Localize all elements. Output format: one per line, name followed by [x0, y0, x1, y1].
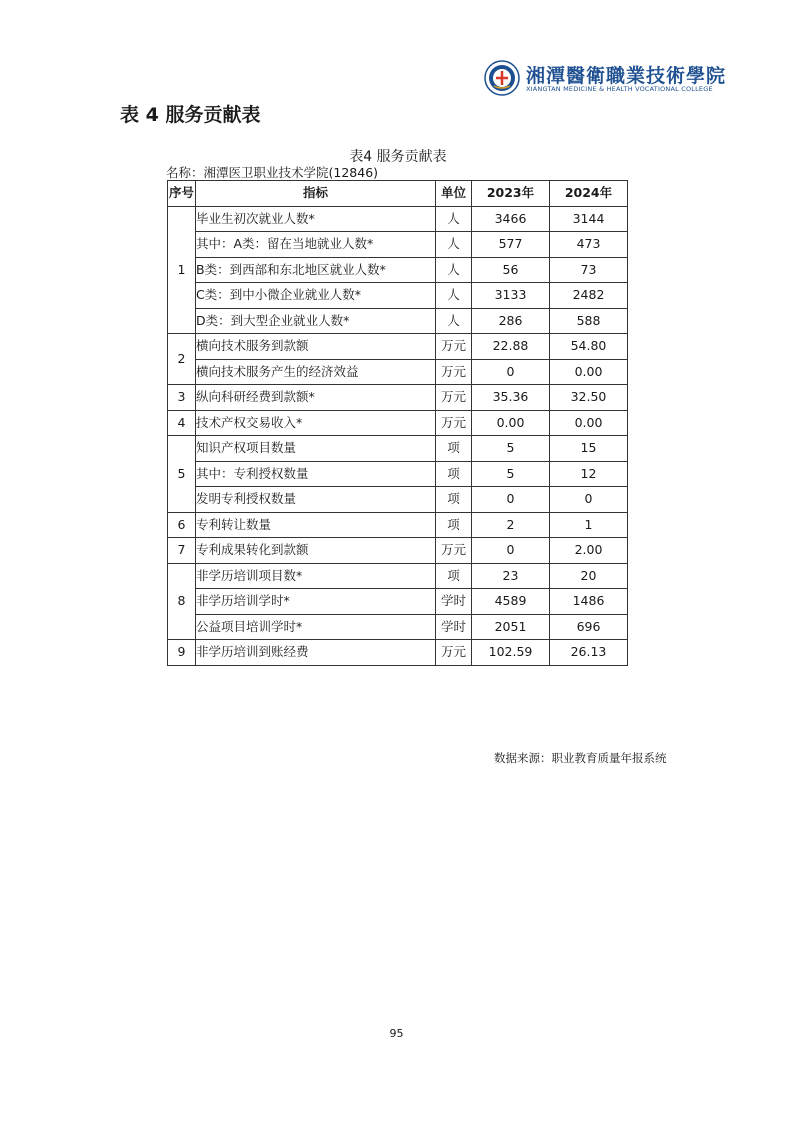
indicator-cell: 专利转让数量 — [196, 512, 436, 538]
value-2023-cell: 35.36 — [472, 385, 550, 411]
table-row — [168, 436, 628, 462]
value-2023-cell: 3133 — [472, 283, 550, 309]
organization-name: 名称：湘潭医卫职业技术学院(12846) — [166, 165, 379, 180]
logo-name-en: XIANGTAN MEDICINE & HEALTH VOCATIONAL COLLEGE — [526, 85, 713, 93]
value-2023-cell: 0.00 — [472, 410, 550, 436]
value-2023-cell: 102.59 — [472, 640, 550, 666]
value-2024-cell: 0.00 — [550, 359, 628, 385]
value-2023-cell: 577 — [472, 232, 550, 258]
unit-cell: 万元 — [436, 334, 472, 360]
table-row — [168, 257, 628, 283]
row-number: 6 — [168, 512, 196, 538]
table-row — [168, 512, 628, 538]
row-number: 5 — [168, 436, 196, 513]
table-row — [168, 283, 628, 309]
value-2023-cell: 0 — [472, 487, 550, 513]
value-2023-cell: 2051 — [472, 614, 550, 640]
row-number: 1 — [168, 206, 196, 334]
unit-cell: 项 — [436, 512, 472, 538]
unit-cell: 万元 — [436, 385, 472, 411]
value-2023-cell: 4589 — [472, 589, 550, 615]
value-2023-cell: 56 — [472, 257, 550, 283]
header-2023: 2023年 — [472, 181, 550, 207]
value-2024-cell: 696 — [550, 614, 628, 640]
value-2024-cell: 73 — [550, 257, 628, 283]
value-2024-cell: 32.50 — [550, 385, 628, 411]
unit-cell: 人 — [436, 283, 472, 309]
header-2024: 2024年 — [550, 181, 628, 207]
college-emblem-icon — [484, 60, 520, 96]
indicator-cell: 专利成果转化到款额 — [196, 538, 436, 564]
table-row — [168, 232, 628, 258]
table-row — [168, 538, 628, 564]
unit-cell: 万元 — [436, 410, 472, 436]
indicator-cell: 非学历培训学时* — [196, 589, 436, 615]
section-heading: 表 4 服务贡献表 — [120, 104, 261, 126]
header-indicator: 指标 — [196, 181, 436, 207]
unit-cell: 人 — [436, 232, 472, 258]
table-row — [168, 334, 628, 360]
indicator-cell: 知识产权项目数量 — [196, 436, 436, 462]
unit-cell: 万元 — [436, 640, 472, 666]
table-row — [168, 308, 628, 334]
service-contribution-table — [167, 180, 628, 666]
unit-cell: 学时 — [436, 614, 472, 640]
unit-cell: 项 — [436, 563, 472, 589]
header-no: 序号 — [168, 181, 196, 207]
unit-cell: 人 — [436, 308, 472, 334]
indicator-cell: C类：到中小微企业就业人数* — [196, 283, 436, 309]
value-2024-cell: 2482 — [550, 283, 628, 309]
value-2024-cell: 2.00 — [550, 538, 628, 564]
table-row — [168, 385, 628, 411]
indicator-cell: 其中：专利授权数量 — [196, 461, 436, 487]
value-2024-cell: 473 — [550, 232, 628, 258]
table-row — [168, 410, 628, 436]
table-row — [168, 563, 628, 589]
unit-cell: 学时 — [436, 589, 472, 615]
value-2024-cell: 0.00 — [550, 410, 628, 436]
indicator-cell: B类：到西部和东北地区就业人数* — [196, 257, 436, 283]
row-number: 3 — [168, 385, 196, 411]
value-2024-cell: 1 — [550, 512, 628, 538]
page-number: 95 — [389, 1027, 404, 1040]
data-source-note: 数据来源：职业教育质量年报系统 — [494, 751, 667, 765]
value-2023-cell: 286 — [472, 308, 550, 334]
value-2023-cell: 3466 — [472, 206, 550, 232]
unit-cell: 人 — [436, 257, 472, 283]
table-row — [168, 614, 628, 640]
table-header-row — [168, 181, 628, 207]
unit-cell: 人 — [436, 206, 472, 232]
indicator-cell: 非学历培训到账经费 — [196, 640, 436, 666]
table-row — [168, 359, 628, 385]
value-2023-cell: 2 — [472, 512, 550, 538]
value-2023-cell: 23 — [472, 563, 550, 589]
value-2024-cell: 20 — [550, 563, 628, 589]
table-row — [168, 461, 628, 487]
indicator-cell: 非学历培训项目数* — [196, 563, 436, 589]
logo-name-cn: 湘潭醫衛職業技術學院 — [526, 65, 727, 87]
unit-cell: 项 — [436, 461, 472, 487]
value-2024-cell: 1486 — [550, 589, 628, 615]
value-2024-cell: 15 — [550, 436, 628, 462]
value-2024-cell: 12 — [550, 461, 628, 487]
indicator-cell: 技术产权交易收入* — [196, 410, 436, 436]
indicator-cell: 发明专利授权数量 — [196, 487, 436, 513]
table-row — [168, 589, 628, 615]
table-row — [168, 206, 628, 232]
indicator-cell: 公益项目培训学时* — [196, 614, 436, 640]
value-2023-cell: 5 — [472, 461, 550, 487]
unit-cell: 项 — [436, 487, 472, 513]
indicator-cell: 纵向科研经费到款额* — [196, 385, 436, 411]
college-logo — [484, 58, 727, 98]
indicator-cell: 其中：A类：留在当地就业人数* — [196, 232, 436, 258]
value-2023-cell: 22.88 — [472, 334, 550, 360]
row-number: 2 — [168, 334, 196, 385]
value-2024-cell: 26.13 — [550, 640, 628, 666]
table-row — [168, 487, 628, 513]
value-2023-cell: 5 — [472, 436, 550, 462]
indicator-cell: 横向技术服务到款额 — [196, 334, 436, 360]
indicator-cell: 毕业生初次就业人数* — [196, 206, 436, 232]
unit-cell: 万元 — [436, 359, 472, 385]
header-unit: 单位 — [436, 181, 472, 207]
row-number: 4 — [168, 410, 196, 436]
indicator-cell: 横向技术服务产生的经济效益 — [196, 359, 436, 385]
table-row — [168, 640, 628, 666]
row-number: 8 — [168, 563, 196, 640]
table-title: 表4 服务贡献表 — [349, 149, 447, 165]
value-2024-cell: 0 — [550, 487, 628, 513]
row-number: 7 — [168, 538, 196, 564]
value-2024-cell: 3144 — [550, 206, 628, 232]
value-2024-cell: 54.80 — [550, 334, 628, 360]
value-2023-cell: 0 — [472, 538, 550, 564]
indicator-cell: D类：到大型企业就业人数* — [196, 308, 436, 334]
unit-cell: 项 — [436, 436, 472, 462]
row-number: 9 — [168, 640, 196, 666]
value-2023-cell: 0 — [472, 359, 550, 385]
unit-cell: 万元 — [436, 538, 472, 564]
value-2024-cell: 588 — [550, 308, 628, 334]
